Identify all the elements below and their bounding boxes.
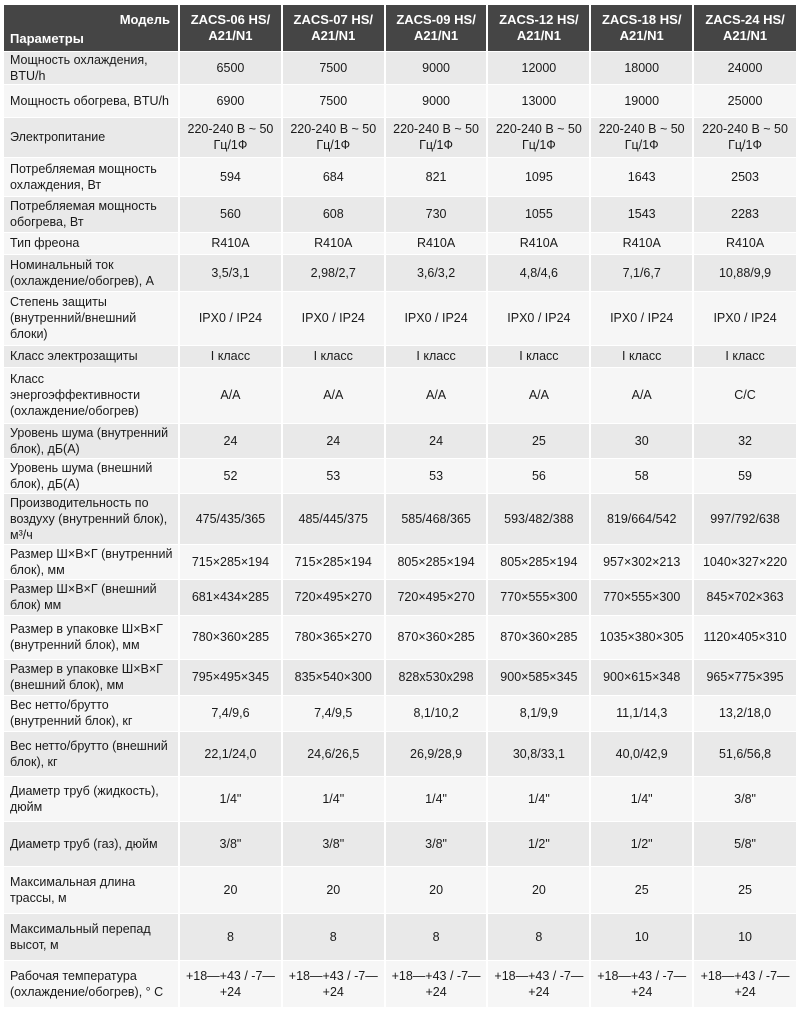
parameter-name-cell: Потребляемая мощность обогрева, Вт [4,196,179,232]
value-cell: A/A [179,367,282,423]
parameter-name-cell: Электропитание [4,117,179,157]
value-cell: 819/664/542 [590,493,693,544]
value-cell: 965×775×395 [693,659,796,695]
value-cell: IPX0 / IP24 [590,291,693,345]
value-cell: 730 [385,196,488,232]
table-row [4,458,796,493]
header-row [4,5,796,51]
value-cell: 3,6/3,2 [385,254,488,291]
value-cell: 780×360×285 [179,615,282,659]
table-row [4,345,796,367]
value-cell: 40,0/42,9 [590,731,693,776]
value-cell: A/A [282,367,385,423]
model-header-cell: ZACS-07 HS/ A21/N1 [282,5,385,51]
value-cell: 1120×405×310 [693,615,796,659]
parameter-name-cell: Диаметр труб (жидкость), дюйм [4,776,179,821]
value-cell: 720×495×270 [385,579,488,615]
value-cell: I класс [179,345,282,367]
value-cell: 2283 [693,196,796,232]
value-cell: 608 [282,196,385,232]
value-cell: 1095 [487,157,590,196]
value-cell: 1/4" [179,776,282,821]
table-row [4,579,796,615]
parameter-name-cell: Рабочая температура (охлаждение/обогрев), ° С [4,960,179,1007]
model-header-cell: ZACS-12 HS/ A21/N1 [487,5,590,51]
table-row [4,544,796,579]
value-cell: 681×434×285 [179,579,282,615]
value-cell: 957×302×213 [590,544,693,579]
value-cell: 715×285×194 [179,544,282,579]
value-cell: 30,8/33,1 [487,731,590,776]
value-cell: 220-240 В ~ 50 Гц/1Ф [179,117,282,157]
value-cell: 1/2" [590,821,693,866]
value-cell: 560 [179,196,282,232]
table-row [4,423,796,458]
value-cell: I класс [385,345,488,367]
value-cell: 3/8" [385,821,488,866]
table-row [4,117,796,157]
value-cell: 835×540×300 [282,659,385,695]
value-cell: +18—+43 / -7—+24 [179,960,282,1007]
value-cell: 58 [590,458,693,493]
value-cell: 870×360×285 [487,615,590,659]
value-cell: R410A [590,232,693,254]
value-cell: 2503 [693,157,796,196]
value-cell: 220-240 В ~ 50 Гц/1Ф [282,117,385,157]
value-cell: 1/4" [282,776,385,821]
value-cell: 3,5/3,1 [179,254,282,291]
value-cell: 8 [385,913,488,960]
value-cell: 32 [693,423,796,458]
value-cell: 20 [385,866,488,913]
parameter-name-cell: Уровень шума (внутренний блок), дБ(А) [4,423,179,458]
value-cell: 6500 [179,51,282,84]
value-cell: 4,8/4,6 [487,254,590,291]
parameter-name-cell: Размер Ш×В×Г (внешний блок) мм [4,579,179,615]
value-cell: 13000 [487,84,590,117]
value-cell: 485/445/375 [282,493,385,544]
value-cell: 593/482/388 [487,493,590,544]
value-cell: 18000 [590,51,693,84]
value-cell: 1055 [487,196,590,232]
value-cell: 7500 [282,84,385,117]
table-row [4,367,796,423]
parameter-name-cell: Размер в упаковке Ш×В×Г (внутренний блок), мм [4,615,179,659]
table-row [4,659,796,695]
value-cell: 585/468/365 [385,493,488,544]
params-label: Параметры [10,30,84,46]
value-cell: 26,9/28,9 [385,731,488,776]
table-row [4,615,796,659]
parameter-name-cell: Максимальная длина трассы, м [4,866,179,913]
value-cell: 770×555×300 [487,579,590,615]
value-cell: 13,2/18,0 [693,695,796,731]
parameter-name-cell: Вес нетто/брутто (внутренний блок), кг [4,695,179,731]
parameter-name-cell: Производительность по воздуху (внутренний блок), м³/ч [4,493,179,544]
value-cell: A/A [487,367,590,423]
value-cell: 1/4" [590,776,693,821]
value-cell: 870×360×285 [385,615,488,659]
parameter-name-cell: Мощность обогрева, BTU/h [4,84,179,117]
model-header-cell: ZACS-06 HS/ A21/N1 [179,5,282,51]
value-cell: 1/4" [487,776,590,821]
table-row [4,960,796,1007]
value-cell: 720×495×270 [282,579,385,615]
parameter-name-cell: Класс энергоэффективности (охлаждение/обогрев) [4,367,179,423]
table-row [4,291,796,345]
value-cell: 11,1/14,3 [590,695,693,731]
value-cell: 25000 [693,84,796,117]
value-cell: 10 [590,913,693,960]
value-cell: 20 [282,866,385,913]
table-row [4,232,796,254]
table-row [4,913,796,960]
value-cell: 1/2" [487,821,590,866]
table-row [4,196,796,232]
value-cell: IPX0 / IP24 [282,291,385,345]
parameter-name-cell: Степень защиты (внутренний/внешний блоки) [4,291,179,345]
value-cell: I класс [282,345,385,367]
value-cell: +18—+43 / -7—+24 [385,960,488,1007]
value-cell: R410A [179,232,282,254]
value-cell: 1543 [590,196,693,232]
value-cell: 51,6/56,8 [693,731,796,776]
value-cell: R410A [282,232,385,254]
value-cell: 770×555×300 [590,579,693,615]
value-cell: 6900 [179,84,282,117]
model-header-cell: ZACS-09 HS/ A21/N1 [385,5,488,51]
value-cell: 594 [179,157,282,196]
table-row [4,157,796,196]
table-row [4,493,796,544]
value-cell: 24,6/26,5 [282,731,385,776]
value-cell: 8,1/9,9 [487,695,590,731]
value-cell: +18—+43 / -7—+24 [693,960,796,1007]
parameter-name-cell: Номинальный ток (охлаждение/обогрев), А [4,254,179,291]
value-cell: C/C [693,367,796,423]
table-row [4,866,796,913]
value-cell: IPX0 / IP24 [487,291,590,345]
value-cell: 3/8" [179,821,282,866]
value-cell: 20 [179,866,282,913]
value-cell: 220-240 В ~ 50 Гц/1Ф [693,117,796,157]
value-cell: 3/8" [693,776,796,821]
value-cell: 9000 [385,51,488,84]
value-cell: R410A [385,232,488,254]
value-cell: 8 [487,913,590,960]
value-cell: 780×365×270 [282,615,385,659]
value-cell: 795×495×345 [179,659,282,695]
value-cell: 220-240 В ~ 50 Гц/1Ф [487,117,590,157]
value-cell: 53 [282,458,385,493]
value-cell: 805×285×194 [385,544,488,579]
specifications-body [4,51,796,1007]
value-cell: 22,1/24,0 [179,731,282,776]
value-cell: 24000 [693,51,796,84]
value-cell: 684 [282,157,385,196]
value-cell: 24 [179,423,282,458]
value-cell: R410A [487,232,590,254]
parameter-name-cell: Вес нетто/брутто (внешний блок), кг [4,731,179,776]
value-cell: A/A [590,367,693,423]
table-row [4,731,796,776]
parameter-name-cell: Тип фреона [4,232,179,254]
model-header-cell: ZACS-18 HS/ A21/N1 [590,5,693,51]
corner-header-cell [4,5,179,51]
model-label: Модель [119,12,171,27]
parameter-name-cell: Максимальный перепад высот, м [4,913,179,960]
value-cell: 900×615×348 [590,659,693,695]
value-cell: 1643 [590,157,693,196]
value-cell: 20 [487,866,590,913]
value-cell: 1040×327×220 [693,544,796,579]
value-cell: R410A [693,232,796,254]
value-cell: IPX0 / IP24 [179,291,282,345]
parameter-name-cell: Класс электрозащиты [4,345,179,367]
value-cell: 19000 [590,84,693,117]
value-cell: 25 [590,866,693,913]
value-cell: A/A [385,367,488,423]
table-row [4,776,796,821]
value-cell: 12000 [487,51,590,84]
value-cell: 475/435/365 [179,493,282,544]
value-cell: 59 [693,458,796,493]
value-cell: 997/792/638 [693,493,796,544]
value-cell: 24 [282,423,385,458]
value-cell: 7,4/9,5 [282,695,385,731]
parameter-name-cell: Размер Ш×В×Г (внутренний блок), мм [4,544,179,579]
value-cell: 53 [385,458,488,493]
value-cell: 845×702×363 [693,579,796,615]
value-cell: I класс [590,345,693,367]
value-cell: 1035×380×305 [590,615,693,659]
value-cell: 56 [487,458,590,493]
specifications-table [4,5,796,1007]
value-cell: I класс [693,345,796,367]
table-row [4,695,796,731]
value-cell: 1/4" [385,776,488,821]
value-cell: 7,4/9,6 [179,695,282,731]
value-cell: +18—+43 / -7—+24 [487,960,590,1007]
value-cell: 220-240 В ~ 50 Гц/1Ф [385,117,488,157]
value-cell: 10,88/9,9 [693,254,796,291]
value-cell: 52 [179,458,282,493]
value-cell: 715×285×194 [282,544,385,579]
value-cell: 24 [385,423,488,458]
value-cell: 9000 [385,84,488,117]
value-cell: 2,98/2,7 [282,254,385,291]
table-row [4,84,796,117]
value-cell: +18—+43 / -7—+24 [282,960,385,1007]
table-row [4,254,796,291]
parameter-name-cell: Размер в упаковке Ш×В×Г (внешний блок), мм [4,659,179,695]
value-cell: 30 [590,423,693,458]
value-cell: IPX0 / IP24 [385,291,488,345]
value-cell: 220-240 В ~ 50 Гц/1Ф [590,117,693,157]
value-cell: IPX0 / IP24 [693,291,796,345]
value-cell: 7,1/6,7 [590,254,693,291]
value-cell: I класс [487,345,590,367]
value-cell: 7500 [282,51,385,84]
parameter-name-cell: Уровень шума (внешний блок), дБ(А) [4,458,179,493]
model-header-cell: ZACS-24 HS/ A21/N1 [693,5,796,51]
value-cell: 25 [693,866,796,913]
value-cell: +18—+43 / -7—+24 [590,960,693,1007]
parameter-name-cell: Потребляемая мощность охлаждения, Вт [4,157,179,196]
table-row [4,821,796,866]
parameter-name-cell: Диаметр труб (газ), дюйм [4,821,179,866]
value-cell: 8 [282,913,385,960]
value-cell: 5/8" [693,821,796,866]
parameter-name-cell: Мощность охлаждения, BTU/h [4,51,179,84]
value-cell: 8,1/10,2 [385,695,488,731]
value-cell: 828x530x298 [385,659,488,695]
table-row [4,51,796,84]
value-cell: 25 [487,423,590,458]
value-cell: 8 [179,913,282,960]
value-cell: 3/8" [282,821,385,866]
value-cell: 821 [385,157,488,196]
value-cell: 900×585×345 [487,659,590,695]
value-cell: 10 [693,913,796,960]
value-cell: 805×285×194 [487,544,590,579]
